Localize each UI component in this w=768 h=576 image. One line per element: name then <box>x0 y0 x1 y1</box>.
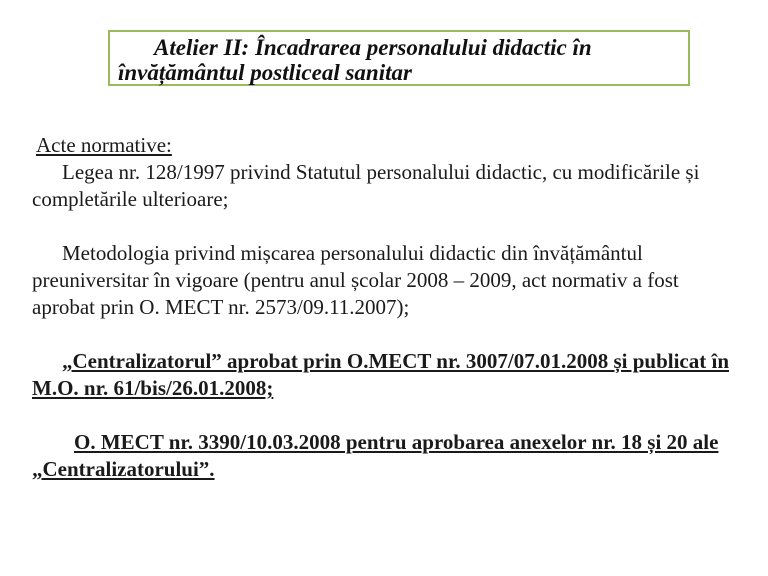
slide-title-line-2: învățământul postliceal sanitar <box>118 60 412 85</box>
section-heading: Acte normative: <box>36 133 172 157</box>
slide-title-box <box>108 30 690 86</box>
spacer <box>32 213 732 240</box>
slide-body <box>32 132 732 483</box>
spacer <box>32 402 732 429</box>
slide-title-line-1: Atelier II: Încadrarea personalului didactic în <box>154 35 592 60</box>
paragraph-legea-128: Legea nr. 128/1997 privind Statutul personalului didactic, cu modificările și completările ulterioare; <box>32 160 700 211</box>
spacer <box>32 321 732 348</box>
paragraph-omect-3390: O. MECT nr. 3390/10.03.2008 pentru aprobarea anexelor nr. 18 și 20 ale „Centralizatorului”. <box>32 430 719 481</box>
paragraph-centralizatorul: „Centralizatorul” aprobat prin O.MECT nr. 3007/07.01.2008 și publicat în M.O. nr. 61/bis/26.01.2008; <box>32 349 730 400</box>
paragraph-metodologia: Metodologia privind mișcarea personalului didactic din învățământul preuniversitar în vigoare (pentru anul școlar 2008 – 2009, act normativ a fost aprobat prin O. MECT nr. 2573/09.11.2007); <box>32 241 679 319</box>
